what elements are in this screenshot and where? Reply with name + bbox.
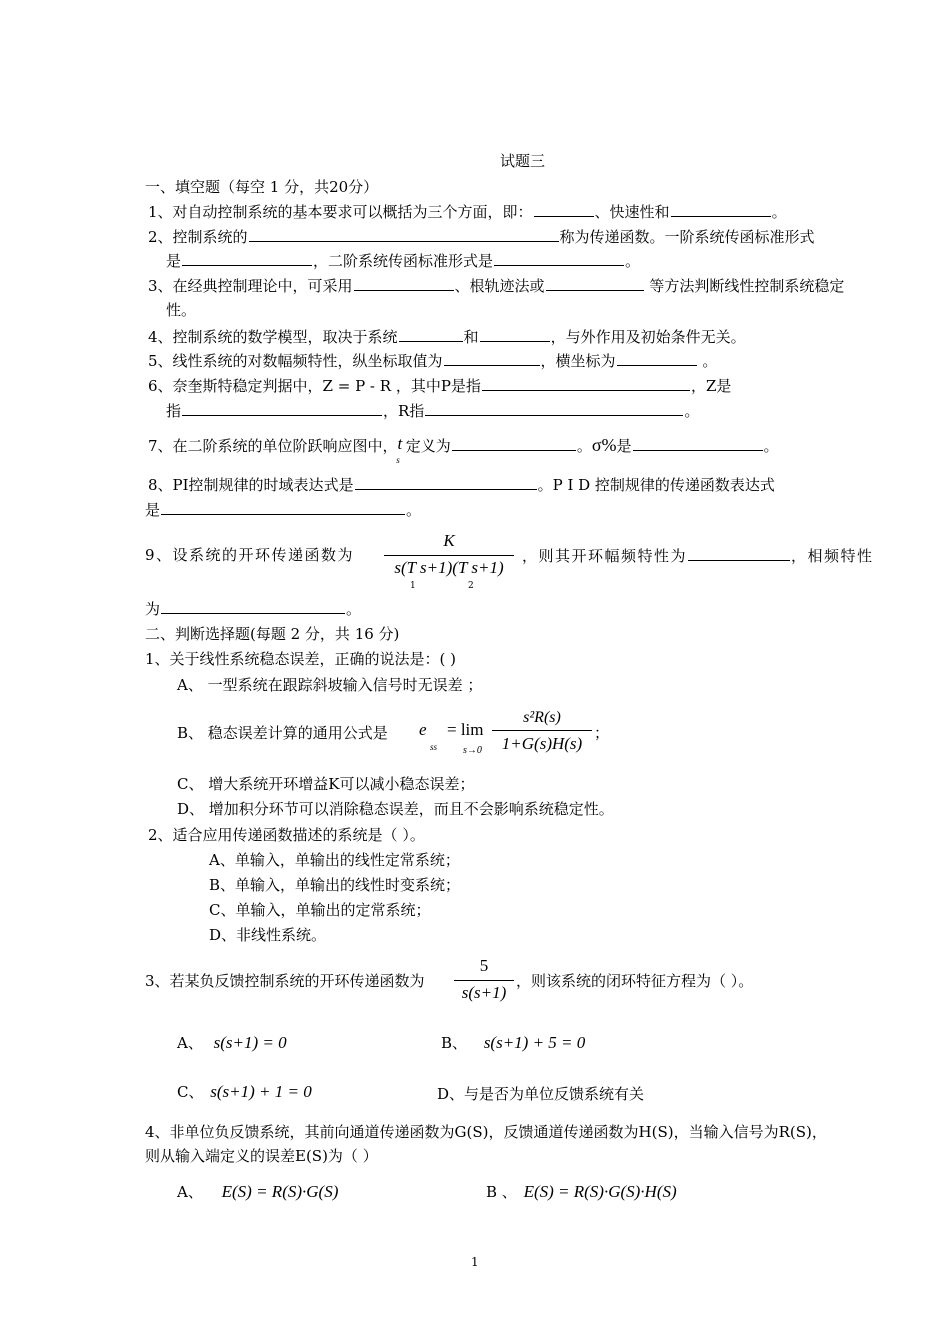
text: 7、在二阶系统的单位阶跃响应图中， xyxy=(148,437,398,455)
math-K: K xyxy=(443,531,455,550)
s1-q3 xyxy=(148,276,844,295)
s1-q5 xyxy=(148,351,717,370)
text: 。 xyxy=(702,352,718,370)
answer-blank[interactable] xyxy=(633,436,763,451)
math-expr: E(S) = R(S)·G(S)·H(S) xyxy=(523,1182,677,1201)
text: 是 xyxy=(616,437,632,455)
math-t: t xyxy=(397,434,403,453)
label: C、 xyxy=(177,1083,204,1101)
s2-q1: 1、关于线性系统稳态误差，正确的说法是：( ) xyxy=(145,650,457,668)
s2-q1-option-b[interactable] xyxy=(177,724,388,742)
text: 。 xyxy=(763,437,779,455)
text: 。 xyxy=(406,501,422,519)
s1-q6-cont xyxy=(166,401,699,420)
answer-blank[interactable] xyxy=(354,276,454,291)
s1-q9-sub2: 2 xyxy=(468,581,474,591)
text: 2、控制系统的 xyxy=(148,228,248,246)
s2-q1-option-a[interactable]: A、 一型系统在跟踪斜坡输入信号时无误差 ； xyxy=(177,676,483,694)
page-number: 1 xyxy=(471,1255,479,1269)
fraction-bar xyxy=(384,555,514,556)
s2-q1-option-c[interactable]: C、 增大系统开环增益K可以减小稳态误差； xyxy=(177,775,475,793)
section1-heading: 一、填空题（每空 1 分，共20分） xyxy=(145,178,379,196)
text: ，R指 xyxy=(383,402,425,420)
answer-blank[interactable] xyxy=(182,401,382,416)
s1-q9-cont xyxy=(145,599,361,618)
label: A、 xyxy=(177,1183,203,1201)
math-num: s²R(s) xyxy=(523,709,561,726)
text: 。 xyxy=(576,437,592,455)
answer-blank[interactable] xyxy=(452,436,576,451)
s1-q4 xyxy=(148,327,746,346)
text: 。 xyxy=(771,203,787,221)
text: 和 xyxy=(463,328,479,346)
s1-q9-text: 9、设系统的开环传递函数为 xyxy=(145,546,355,564)
math-lim-sub: s→0 xyxy=(463,745,482,756)
answer-blank[interactable] xyxy=(182,251,312,266)
answer-blank[interactable] xyxy=(480,327,550,342)
text: 指 xyxy=(166,402,182,420)
fraction-bar xyxy=(492,730,592,731)
s2-q3-option-d[interactable]: D、与是否为单位反馈系统有关 xyxy=(437,1085,645,1103)
text: 。 xyxy=(346,600,362,618)
s1-q3-cont: 性。 xyxy=(166,301,197,319)
text: 定义为 xyxy=(405,437,451,455)
s1-q9-numerator xyxy=(384,532,514,550)
math-sub-s: s xyxy=(396,455,400,465)
text: 为 xyxy=(145,600,161,618)
s2-q2-option-d[interactable]: D、非线性系统。 xyxy=(209,926,327,944)
text: 6、奈奎斯特稳定判据中，Z = P - R ，其中P是指 xyxy=(148,377,481,395)
text: 。P I D 控制规律的传递函数表达式 xyxy=(537,476,775,494)
s1-q2-cont xyxy=(166,251,640,270)
s1-q8-cont xyxy=(145,500,421,519)
answer-blank[interactable] xyxy=(161,500,405,515)
text: ； xyxy=(594,724,610,742)
math-lim: = lim xyxy=(447,720,484,739)
s2-q4-option-a[interactable] xyxy=(177,1183,338,1201)
s1-q1 xyxy=(148,202,787,221)
s2-q4: 4、非单位负反馈系统，其前向通道传递函数为G(S)，反馈通道传递函数为H(S)，当输入信号为R(S)， xyxy=(145,1123,827,1141)
text: ，二阶系统传函标准形式是 xyxy=(313,252,494,270)
math-den: 1+G(s)H(s) xyxy=(501,734,583,753)
math-e: e xyxy=(419,720,427,739)
answer-blank[interactable] xyxy=(444,351,540,366)
text: ，横坐标为 xyxy=(540,352,616,370)
text: ，则其开环幅频特性为 xyxy=(522,547,688,565)
text: 3、在经典控制理论中，可采用 xyxy=(148,277,353,295)
s2-q3-option-b[interactable] xyxy=(441,1034,585,1052)
label: B、 xyxy=(441,1034,468,1052)
label: A、 xyxy=(177,1034,203,1052)
text: 称为传递函数。一阶系统传函标准形式 xyxy=(559,228,815,246)
text: ，相频特性 xyxy=(791,547,874,565)
s2-q3-numerator: 5 xyxy=(479,956,489,975)
s2-q3-text: 3、若某负反馈控制系统的开环传递函数为 xyxy=(145,972,425,990)
math-expr: s(s+1) + 1 = 0 xyxy=(210,1082,312,1101)
s1-q9-text2 xyxy=(522,546,874,565)
s2-q2-option-b[interactable]: B、单输入，单输出的线性时变系统； xyxy=(209,876,461,894)
answer-blank[interactable] xyxy=(534,202,594,217)
text: ，与外作用及初始条件无关。 xyxy=(550,328,746,346)
s2-q4-option-b[interactable] xyxy=(486,1183,677,1201)
text: ，Z是 xyxy=(690,377,732,395)
answer-blank[interactable] xyxy=(494,251,624,266)
answer-blank[interactable] xyxy=(399,327,463,342)
text: 、根轨迹法或 xyxy=(454,277,545,295)
answer-blank[interactable] xyxy=(161,599,345,614)
s1-q9-sub1: 1 xyxy=(410,581,416,591)
s2-q4-cont: 则从输入端定义的误差E(S)为（ ） xyxy=(145,1147,378,1165)
math-ss: ss xyxy=(430,742,438,752)
s1-q7 xyxy=(148,434,779,465)
answer-blank[interactable] xyxy=(482,376,690,391)
text: 等方法判断线性控制系统稳定 xyxy=(649,277,845,295)
s2-q3-text2: ，则该系统的闭环特征方程为（ ）。 xyxy=(516,972,754,990)
text: 1、对自动控制系统的基本要求可以概括为三个方面，即： xyxy=(148,203,533,221)
math-sigma: σ% xyxy=(591,435,617,455)
s2-q3-option-c[interactable] xyxy=(177,1083,312,1101)
math-expr: s(s+1) = 0 xyxy=(213,1033,287,1052)
answer-blank[interactable] xyxy=(355,475,537,490)
s2-q3-denominator: s(s+1) xyxy=(461,983,507,1002)
answer-blank[interactable] xyxy=(249,227,559,242)
answer-blank[interactable] xyxy=(546,276,644,291)
text: 。 xyxy=(625,252,641,270)
s2-q2-option-a[interactable]: A、单输入，单输出的线性定常系统； xyxy=(209,851,460,869)
math-den: s(T s+1)(T s+1) xyxy=(394,558,504,577)
text: B、 稳态误差计算的通用公式是 xyxy=(177,724,388,742)
math-expr: E(S) = R(S)·G(S) xyxy=(221,1182,339,1201)
text: 、快速性和 xyxy=(594,203,670,221)
s1-q8 xyxy=(148,475,775,494)
answer-blank[interactable] xyxy=(425,401,683,416)
answer-blank[interactable] xyxy=(671,202,771,217)
section2-heading: 二、判断选择题(每题 2 分，共 16 分) xyxy=(145,625,400,643)
text: 8、PI控制规律的时域表达式是 xyxy=(148,476,354,494)
answer-blank[interactable] xyxy=(617,351,697,366)
text: 5、线性系统的对数幅频特性，纵坐标取值为 xyxy=(148,352,443,370)
text: 是 xyxy=(166,252,182,270)
s2-q3-option-a[interactable] xyxy=(177,1034,287,1052)
s1-q2 xyxy=(148,227,815,246)
text: 。 xyxy=(684,402,700,420)
page-title: 试题三 xyxy=(500,152,546,170)
s1-q6 xyxy=(148,376,731,395)
math-expr: s(s+1) + 5 = 0 xyxy=(483,1033,586,1052)
s1-q9-denominator xyxy=(384,559,514,577)
s2-q2: 2、适合应用传递函数描述的系统是（ ）。 xyxy=(148,826,425,844)
s2-q1-option-d[interactable]: D、 增加积分环节可以消除稳态误差，而且不会影响系统稳定性。 xyxy=(177,800,614,818)
text: 是 xyxy=(145,501,161,519)
label: B 、 xyxy=(486,1183,517,1201)
answer-blank[interactable] xyxy=(688,546,790,561)
fraction-bar xyxy=(454,980,514,981)
text: 4、控制系统的数学模型，取决于系统 xyxy=(148,328,398,346)
s2-q2-option-c[interactable]: C、单输入，单输出的定常系统； xyxy=(209,901,431,919)
